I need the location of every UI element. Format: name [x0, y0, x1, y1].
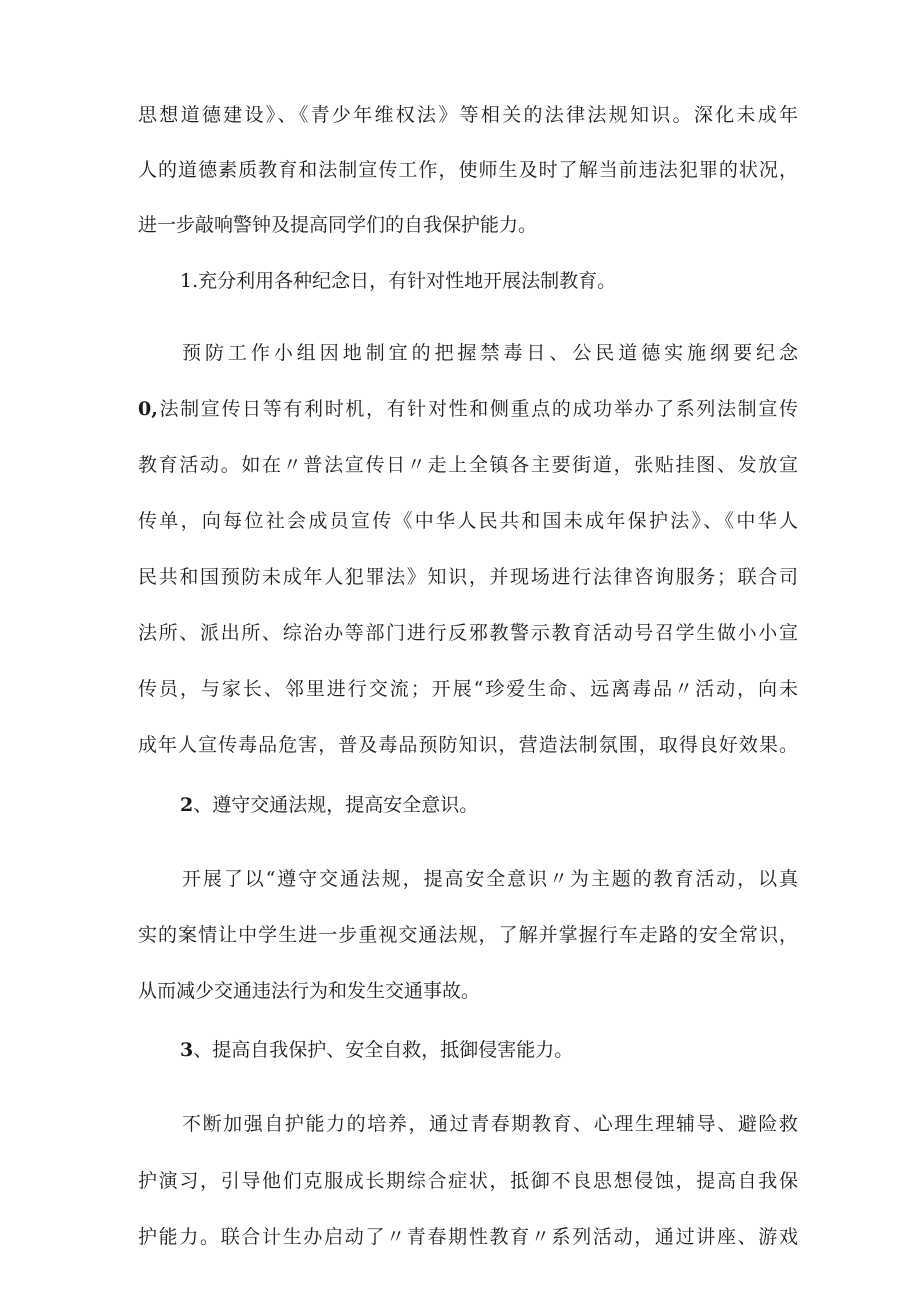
paragraph-2-line-6: 法所、派出所、综治办等部门进行反邪教警示教育活动号召学生做小小宣: [138, 622, 798, 644]
paragraph-2-line-7: 传员，与家长、邻里进行交流；开展“珍爱生命、远离毒品〃活动，向未: [138, 678, 798, 700]
paragraph-4-line-3: 护能力。联合计生办启动了〃青春期性教育〃系列活动，通过讲座、游戏: [138, 1226, 798, 1248]
paragraph-2-line-2-text: 法制宣传日等有利时机，有针对性和侧重点的成功举办了系列法制宣传: [157, 398, 798, 420]
paragraph-2-line-2: [138, 396, 798, 422]
date-fragment: 0,: [138, 398, 158, 420]
section-heading-1: 1.充分利用各种纪念日，有针对性地开展法制教育。: [180, 270, 617, 292]
paragraph-1-line-3: 进一步敲响警钟及提高同学们的自我保护能力。: [138, 214, 538, 236]
paragraph-4-line-2: 护演习，引导他们克服成长期综合症状，抵御不良思想侵蚀，提高自我保: [138, 1170, 798, 1192]
paragraph-1-line-1: 思想道德建设》、《青少年维权法》等相关的法律法规知识。深化未成年: [138, 104, 798, 126]
paragraph-3-line-2: 实的案情让中学生进一步重视交通法规，了解并掌握行车走路的安全常识，: [138, 924, 798, 946]
paragraph-2-line-8: 成年人宣传毒品危害，普及毒品预防知识，营造法制氛围，取得良好效果。: [138, 734, 798, 756]
paragraph-3-line-3: 从而减少交通违法行为和发生交通事故。: [138, 980, 481, 1002]
section-heading-2-text: 、遵守交通法规，提高安全意识。: [193, 794, 479, 816]
section-heading-3-text: 、提高自我保护、安全自救，抵御侵害能力。: [193, 1039, 574, 1061]
paragraph-1-line-2: 人的道德素质教育和法制宣传工作，使师生及时了解当前违法犯罪的状况，: [138, 159, 798, 181]
paragraph-2-line-3: 教育活动。如在〃普法宣传日〃走上全镇各主要街道，张贴挂图、发放宣: [138, 454, 798, 476]
paragraph-2-line-1: 预防工作小组因地制宜的把握禁毒日、公民道德实施纲要纪念: [182, 342, 798, 364]
paragraph-2-line-4: 传单，向每位社会成员宣传《中华人民共和国未成年保护法》、《中华人: [138, 510, 798, 532]
paragraph-3-line-1: 开展了以“遵守交通法规，提高安全意识〃为主题的教育活动，以真: [182, 868, 798, 890]
section-heading-2-number: 2: [180, 794, 194, 816]
section-heading-2: [180, 792, 840, 818]
section-heading-3-number: 3: [180, 1039, 194, 1061]
section-heading-3: [180, 1037, 840, 1063]
paragraph-2-line-5: 民共和国预防未成年人犯罪法》知识，并现场进行法律咨询服务；联合司: [138, 566, 798, 588]
paragraph-4-line-1: 不断加强自护能力的培养，通过青春期教育、心理生理辅导、避险救: [182, 1113, 798, 1135]
